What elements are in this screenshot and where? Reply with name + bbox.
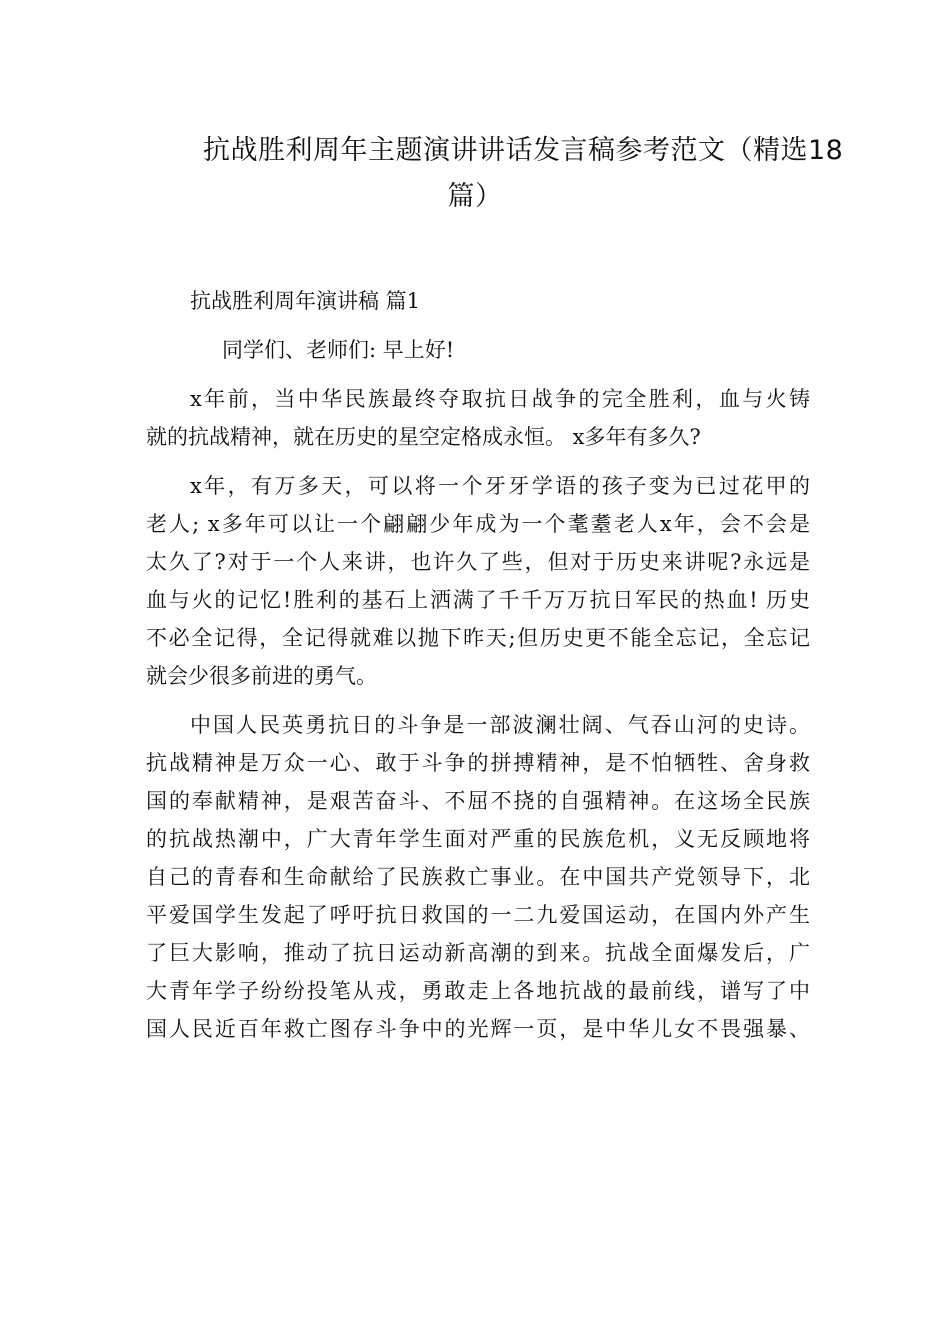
title-line-2: 篇）: [447, 181, 503, 212]
paragraph-line: 自己的青春和生命献给了民族救亡事业。在中国共产党领导下，北: [146, 865, 810, 889]
section-heading: 抗战胜利周年演讲稿 篇1: [190, 289, 421, 313]
paragraph-line: 的抗战热潮中，广大青年学生面对严重的民族危机，义无反顾地将: [146, 827, 810, 851]
document-body: [146, 282, 810, 1048]
paragraph-line: x年，有万多天，可以将一个牙牙学语的孩子变为已过花甲的: [190, 474, 810, 498]
paragraph-line: 大青年学子纷纷投笔从戎，勇敢走上各地抗战的最前线，谱写了中: [146, 979, 810, 1003]
paragraph-line: 血与火的记忆!胜利的基石上洒满了千千万万抗日军民的热血! 历史: [146, 588, 810, 612]
paragraph-line: 就会少很多前进的勇气。: [146, 664, 377, 688]
paragraph-line: 平爱国学生发起了呼吁抗日救国的一二九爱国运动，在国内外产生: [146, 903, 810, 927]
paragraph-1: [146, 380, 810, 456]
paragraph-line: 不必全记得，全记得就难以抛下昨天;但历史更不能全忘记，全忘记: [146, 626, 810, 650]
paragraph-line: 太久了?对于一个人来讲，也许久了些，但对于历史来讲呢?永远是: [146, 550, 810, 574]
title-line-1: 抗战胜利周年主题演讲讲话发言稿参考范文（精选18: [203, 135, 844, 166]
paragraph-line: 国的奉献精神，是艰苦奋斗、不屈不挠的自强精神。在这场全民族: [146, 789, 810, 813]
paragraph-line: 老人; x多年可以让一个翩翩少年成为一个耄耋老人x年，会不会是: [146, 512, 810, 536]
paragraph-line: x年前，当中华民族最终夺取抗日战争的完全胜利，血与火铸: [190, 387, 810, 411]
paragraph-3: [146, 706, 810, 1048]
paragraph-line: 了巨大影响，推动了抗日运动新高潮的到来。抗战全面爆发后，广: [146, 941, 810, 965]
paragraph-line: 抗战精神是万众一心、敢于斗争的拼搏精神，是不怕牺牲、舍身救: [146, 751, 810, 775]
paragraph-line: 中国人民英勇抗日的斗争是一部波澜壮阔、气吞山河的史诗。: [190, 713, 810, 737]
paragraph-line: 国人民近百年救亡图存斗争中的光辉一页，是中华儿女不畏强暴、: [146, 1017, 810, 1041]
document-title: [140, 128, 844, 220]
paragraph-2: [146, 467, 810, 695]
paragraph-line: 就的抗战精神，就在历史的星空定格成永恒。 x多年有多久?: [146, 425, 701, 449]
greeting: 同学们、老师们: 早上好!: [222, 338, 455, 362]
